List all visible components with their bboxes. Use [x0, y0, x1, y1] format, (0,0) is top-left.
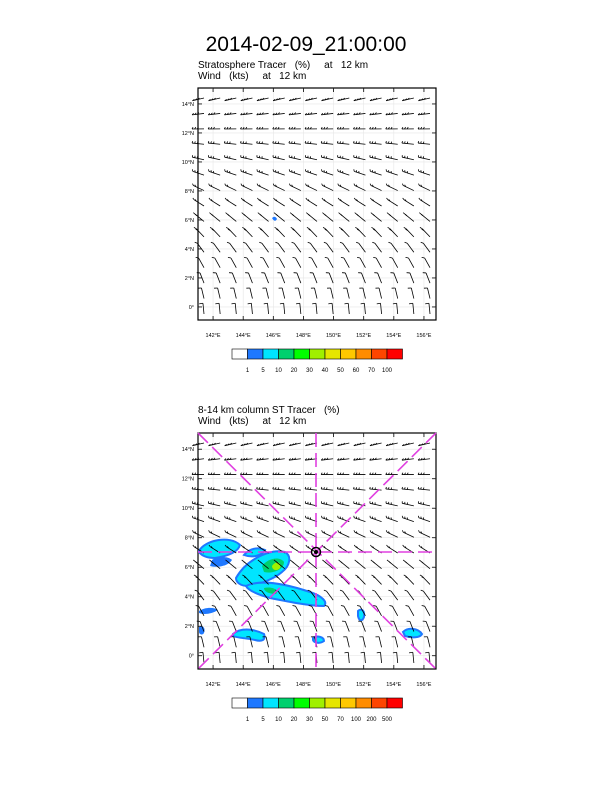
colorbar-label: 20 [290, 717, 298, 723]
lon-tick-label: 142°E [205, 682, 221, 688]
colorbar-swatch [232, 698, 248, 708]
colorbar-swatch [232, 349, 248, 359]
colorbar-label: 40 [321, 368, 329, 374]
lon-tick-label: 150°E [326, 333, 342, 339]
colorbar-swatch [279, 698, 295, 708]
lat-tick-label: 12°N [181, 130, 194, 137]
lat-tick-label: 12°N [181, 476, 194, 483]
colorbar-label: 70 [337, 717, 344, 723]
colorbar-swatch [294, 349, 310, 359]
colorbar-label: 500 [381, 717, 393, 723]
colorbar-swatch [279, 349, 295, 359]
colorbar-swatch [294, 698, 310, 708]
colorbar-swatch [387, 698, 403, 708]
colorbar-swatch [325, 698, 341, 708]
colorbar-swatch [263, 698, 279, 708]
colorbar-swatch [325, 349, 341, 359]
colorbar-swatch [310, 349, 326, 359]
lat-tick-label: 10°N [181, 506, 194, 513]
panel2-subtitle-tracer: 8-14 km column ST Tracer (%) [198, 405, 340, 416]
lat-tick-label: 8°N [184, 188, 194, 195]
main-title: 2014-02-09_21:00:00 [205, 33, 407, 56]
panel2-subtitle-wind: Wind (kts) at 12 km [198, 416, 307, 427]
lat-tick-label: 14°N [181, 101, 194, 108]
colorbar-label: 10 [275, 368, 282, 374]
panel1-map [182, 88, 436, 339]
colorbar-label: 30 [306, 717, 313, 723]
colorbar-label: 30 [306, 368, 313, 374]
lat-tick-label: 6°N [184, 217, 194, 224]
lat-tick-label: 2°N [184, 275, 194, 282]
lon-tick-label: 144°E [235, 333, 251, 339]
colorbar-swatch [372, 349, 388, 359]
colorbar-label: 100 [350, 717, 362, 723]
colorbar-label: 70 [368, 368, 375, 374]
lon-tick-label: 156°E [416, 333, 432, 339]
panel1-subtitle-wind: Wind (kts) at 12 km [198, 71, 307, 82]
colorbar-swatch [248, 349, 264, 359]
colorbar-swatch [341, 349, 357, 359]
lon-tick-label: 152°E [356, 333, 372, 339]
lat-tick-label: 0° [188, 653, 194, 660]
lat-tick-label: 8°N [184, 535, 194, 542]
lon-tick-label: 154°E [386, 333, 402, 339]
lat-tick-label: 4°N [184, 594, 194, 601]
lat-tick-label: 0° [188, 304, 194, 311]
colorbar-label: 20 [290, 368, 298, 374]
colorbar-swatch [341, 698, 357, 708]
lon-tick-label: 144°E [235, 682, 251, 688]
lat-tick-label: 6°N [184, 565, 194, 572]
lon-tick-label: 150°E [326, 682, 342, 688]
lon-tick-label: 146°E [265, 682, 281, 688]
lon-tick-label: 146°E [265, 333, 281, 339]
lon-tick-label: 154°E [386, 682, 402, 688]
lat-tick-label: 10°N [181, 159, 194, 166]
colorbar-label: 50 [337, 368, 344, 374]
panel2-colorbar [232, 698, 403, 723]
colorbar-swatch [310, 698, 326, 708]
colorbar-label: 100 [381, 368, 393, 374]
lon-tick-label: 142°E [205, 333, 221, 339]
colorbar-label: 5 [261, 368, 265, 374]
colorbar-label: 1 [245, 368, 250, 374]
colorbar-label: 10 [275, 717, 282, 723]
lon-tick-label: 148°E [295, 333, 311, 339]
panel1-subtitle-tracer: Stratosphere Tracer (%) at 12 km [198, 60, 369, 71]
colorbar-label: 1 [245, 717, 250, 723]
colorbar-swatch [356, 698, 372, 708]
colorbar-swatch [387, 349, 403, 359]
colorbar-swatch [372, 698, 388, 708]
colorbar-label: 50 [321, 717, 329, 723]
lon-tick-label: 156°E [416, 682, 432, 688]
colorbar-swatch [248, 698, 264, 708]
colorbar-swatch [356, 349, 372, 359]
colorbar-label: 60 [352, 368, 360, 374]
lon-tick-label: 148°E [295, 682, 311, 688]
colorbar-label: 5 [261, 717, 265, 723]
panel2-map [182, 433, 436, 688]
lat-tick-label: 14°N [181, 447, 194, 454]
colorbar-swatch [263, 349, 279, 359]
lat-tick-label: 4°N [184, 246, 194, 253]
panel1-colorbar [232, 349, 403, 374]
lat-tick-label: 2°N [184, 624, 194, 631]
colorbar-label: 200 [366, 717, 377, 723]
lon-tick-label: 152°E [356, 682, 372, 688]
